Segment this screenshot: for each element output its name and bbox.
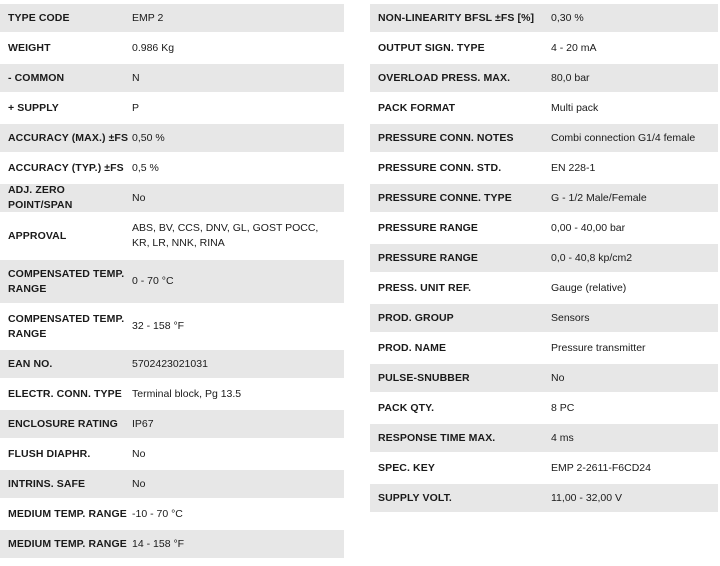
spec-value: 0,00 - 40,00 bar	[551, 221, 626, 234]
spec-label: PRESSURE CONN. STD.	[378, 161, 502, 174]
spec-row	[0, 500, 344, 530]
spec-label: ELECTR. CONN. TYPE	[8, 387, 122, 400]
spec-label: PROD. NAME	[378, 341, 447, 354]
spec-label: TYPE CODE	[8, 11, 70, 24]
spec-label: PACK FORMAT	[378, 101, 456, 114]
spec-value: 5702423021031	[132, 357, 208, 370]
spec-label: APPROVAL	[8, 229, 67, 242]
spec-row	[370, 4, 718, 34]
spec-label: PACK QTY.	[378, 401, 435, 414]
spec-row	[0, 34, 344, 64]
spec-value: P	[132, 101, 140, 114]
spec-row	[0, 440, 344, 470]
spec-value: 0,30 %	[551, 11, 584, 24]
spec-label: NON-LINEARITY BFSL ±FS [%]	[378, 11, 535, 24]
spec-row	[370, 94, 718, 124]
spec-label: WEIGHT	[8, 41, 51, 54]
spec-value: No	[132, 447, 146, 460]
spec-row	[370, 424, 718, 454]
spec-value: EMP 2-2611-F6CD24	[551, 461, 651, 474]
spec-table-left	[0, 4, 344, 560]
spec-row	[0, 94, 344, 124]
spec-value: 32 - 158 °F	[132, 320, 185, 332]
spec-row	[0, 530, 344, 560]
spec-row	[370, 484, 718, 514]
spec-label: INTRINS. SAFE	[8, 477, 86, 490]
spec-row	[370, 364, 718, 394]
spec-value: 0,0 - 40,8 kp/cm2	[551, 251, 633, 264]
spec-row	[0, 305, 344, 350]
spec-row	[370, 124, 718, 154]
spec-label: OVERLOAD PRESS. MAX.	[378, 71, 511, 84]
spec-label: + SUPPLY	[8, 101, 59, 114]
spec-row	[0, 410, 344, 440]
spec-row	[0, 380, 344, 410]
spec-value: 0,5 %	[132, 161, 159, 174]
spec-row	[370, 304, 718, 334]
spec-label: PRESS. UNIT REF.	[378, 281, 472, 294]
spec-value: Gauge (relative)	[551, 281, 627, 294]
spec-row	[0, 470, 344, 500]
spec-value: Multi pack	[551, 101, 599, 114]
spec-label: PROD. GROUP	[378, 311, 454, 324]
spec-row	[0, 4, 344, 34]
spec-row	[0, 214, 344, 260]
spec-value: 8 PC	[551, 401, 575, 414]
spec-value: Combi connection G1/4 female	[551, 131, 696, 144]
spec-value: IP67	[132, 417, 154, 430]
spec-value: G - 1/2 Male/Female	[551, 191, 647, 204]
spec-value: EMP 2	[132, 11, 164, 24]
spec-row	[0, 260, 344, 305]
spec-row	[0, 350, 344, 380]
spec-row	[370, 454, 718, 484]
spec-value: -10 - 70 °C	[132, 507, 183, 520]
spec-label: OUTPUT SIGN. TYPE	[378, 41, 485, 54]
spec-label: FLUSH DIAPHR.	[8, 447, 91, 460]
spec-label: EAN NO.	[8, 357, 53, 370]
spec-row	[0, 124, 344, 154]
spec-value: No	[132, 477, 146, 490]
spec-row	[370, 34, 718, 64]
spec-label: ENCLOSURE RATING	[8, 417, 118, 430]
spec-label: MEDIUM TEMP. RANGE	[8, 507, 127, 520]
spec-label: RESPONSE TIME MAX.	[378, 431, 496, 444]
spec-label: COMPENSATED TEMP. RANGE	[8, 312, 125, 340]
spec-label: MEDIUM TEMP. RANGE	[8, 537, 127, 550]
spec-value: 14 - 158 °F	[132, 537, 185, 550]
spec-table-right	[370, 4, 718, 514]
spec-label: PRESSURE CONNE. TYPE	[378, 191, 512, 204]
spec-value: EN 228-1	[551, 161, 596, 174]
spec-label: SPEC. KEY	[378, 461, 435, 474]
spec-row	[370, 244, 718, 274]
spec-value: 4 ms	[551, 431, 574, 444]
spec-label: - COMMON	[8, 71, 65, 84]
spec-value: Terminal block, Pg 13.5	[132, 387, 242, 400]
spec-row	[370, 214, 718, 244]
spec-row	[0, 154, 344, 184]
spec-value: ABS, BV, CCS, DNV, GL, GOST POCC, KR, LR, NNK, RINA	[132, 222, 319, 249]
spec-label: PRESSURE CONN. NOTES	[378, 131, 514, 144]
spec-value: Sensors	[551, 311, 590, 324]
spec-value: No	[551, 371, 565, 384]
spec-row	[370, 154, 718, 184]
spec-row	[370, 184, 718, 214]
spec-value: N	[132, 71, 140, 84]
spec-value: Pressure transmitter	[551, 341, 646, 354]
spec-label: ADJ. ZERO POINT/SPAN	[8, 184, 73, 211]
spec-row	[0, 64, 344, 94]
spec-row	[370, 274, 718, 304]
spec-value: 0,50 %	[132, 131, 165, 144]
spec-row	[370, 64, 718, 94]
spec-row	[0, 184, 344, 214]
spec-row	[370, 394, 718, 424]
spec-value: 4 - 20 mA	[551, 41, 597, 54]
spec-value: 0.986 Kg	[132, 41, 175, 54]
spec-value: 11,00 - 32,00 V	[551, 491, 623, 504]
spec-value: 80,0 bar	[551, 71, 590, 84]
spec-label: PULSE-SNUBBER	[378, 371, 470, 384]
spec-value: 0 - 70 °C	[132, 275, 174, 287]
spec-label: PRESSURE RANGE	[378, 251, 479, 264]
spec-label: SUPPLY VOLT.	[378, 491, 452, 504]
spec-label: ACCURACY (TYP.) ±FS	[8, 161, 124, 174]
spec-row	[370, 334, 718, 364]
spec-label: PRESSURE RANGE	[378, 221, 479, 234]
spec-value: No	[132, 191, 146, 204]
spec-label: ACCURACY (MAX.) ±FS	[8, 131, 129, 144]
spec-label: COMPENSATED TEMP. RANGE	[8, 267, 125, 295]
